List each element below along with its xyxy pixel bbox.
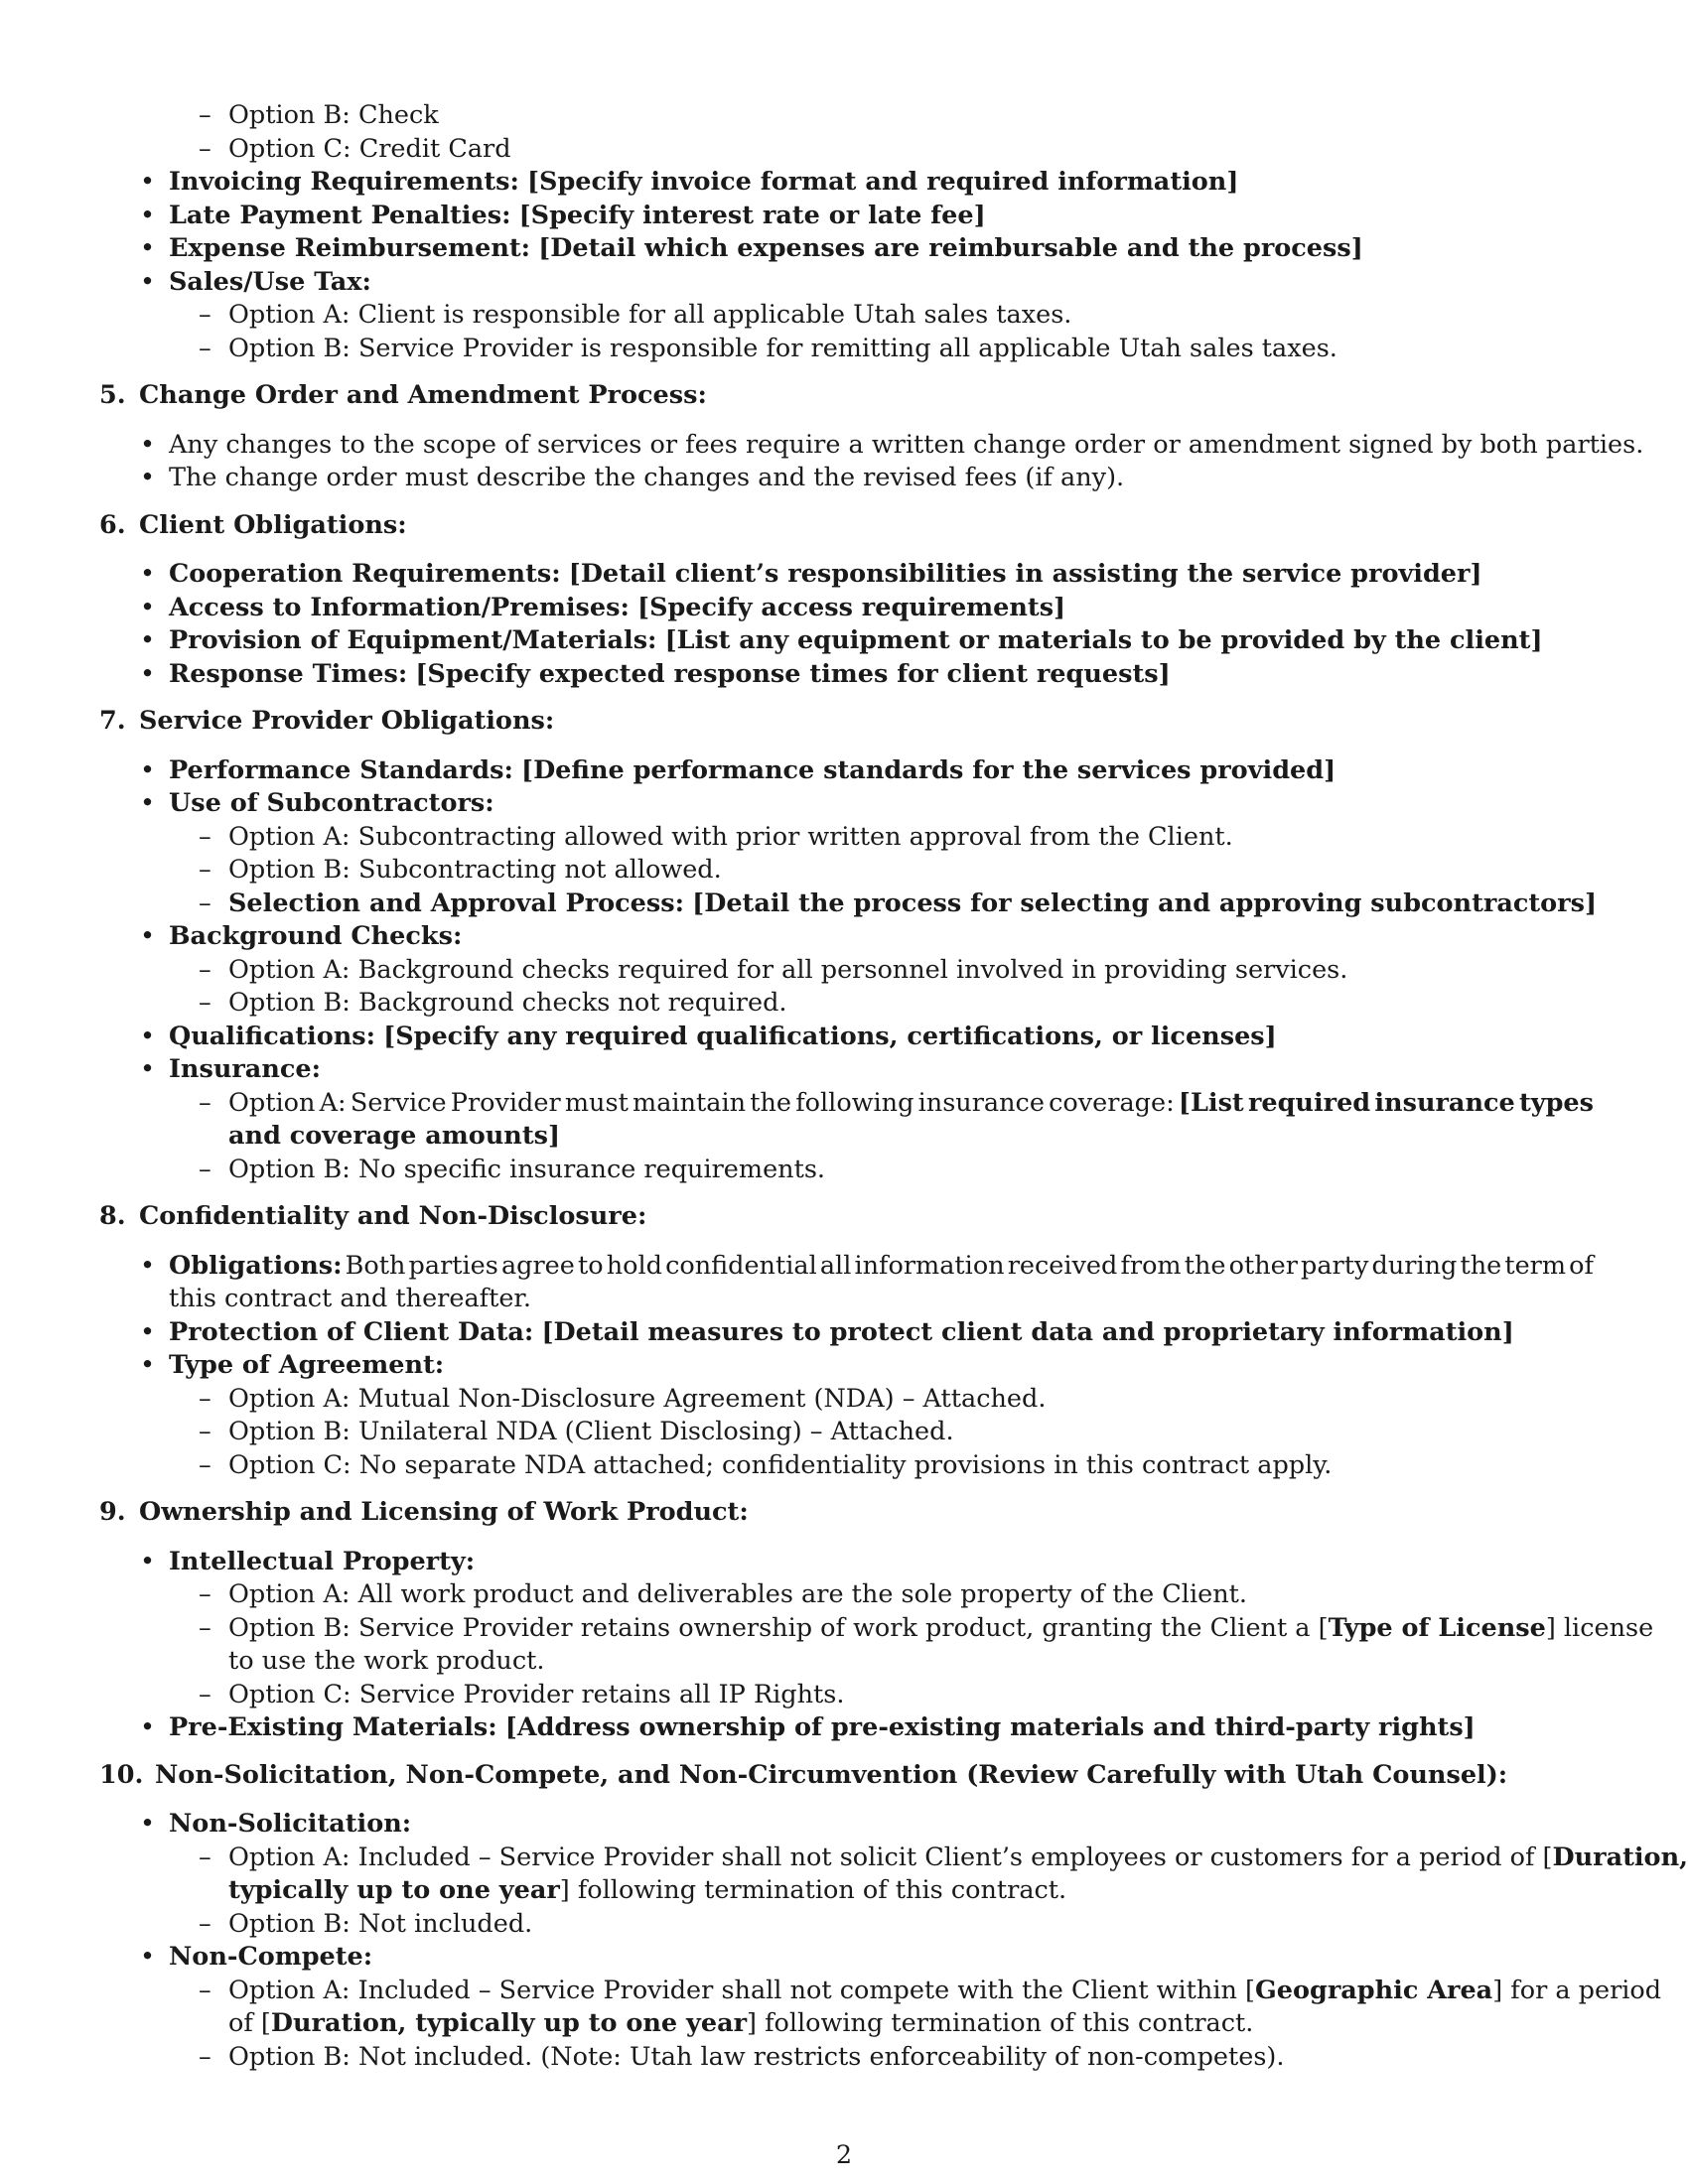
list-item: • Non-Compete: <box>140 1942 373 1972</box>
list-item: – Option A: All work product and deliverables are the sole property of the Client. <box>199 1579 1247 1609</box>
list-item: • Response Times: [Specify expected response times for client requests] <box>140 658 1171 689</box>
list-item: • Insurance: <box>140 1054 322 1084</box>
list-item: • Background Checks: <box>140 921 463 951</box>
list-item: – Option A: Included – Service Provider shall not solicit Client’s employees or customers for a period of [Duration, <box>199 1842 1688 1872</box>
list-item: • Late Payment Penalties: [Specify interest rate or late fee] <box>140 200 986 230</box>
list-item: – Option C: No separate NDA attached; confidentiality provisions in this contract apply. <box>199 1449 1333 1480</box>
section-heading: 6. Client Obligations: <box>99 509 407 540</box>
list-item-continuation: typically up to one year] following termination of this contract. <box>228 1875 1067 1905</box>
list-item: – Option A: Client is responsible for all applicable Utah sales taxes. <box>199 300 1072 330</box>
justified-line: Obligations: Both parties agree to hold confidential all information received from the other party during the term of <box>169 1250 1594 1281</box>
list-item: – Option B: Background checks not required. <box>199 988 787 1018</box>
page-number: 2 <box>835 2140 853 2170</box>
list-item: – Option B: Service Provider retains ownership of work product, granting the Client a [Type of License] license <box>199 1612 1654 1643</box>
list-item: • The change order must describe the changes and the revised fees (if any). <box>140 463 1125 492</box>
section-heading: 10. Non-Solicitation, Non-Compete, and Non-Circumvention (Review Carefully with Utah Counsel): <box>99 1759 1508 1790</box>
list-item: – Option B: Not included. (Note: Utah law restricts enforceability of non-competes). <box>199 2041 1285 2072</box>
list-item: • Use of Subcontractors: <box>140 788 494 818</box>
list-item-continuation: this contract and thereafter. <box>169 1284 531 1313</box>
list-item: – Option A: Subcontracting allowed with prior written approval from the Client. <box>199 821 1233 852</box>
section-heading: 9. Ownership and Licensing of Work Product: <box>99 1497 749 1527</box>
list-item: • Pre-Existing Materials: [Address ownership of pre-existing materials and third-party rights] <box>140 1712 1476 1742</box>
list-item: – Option B: Service Provider is responsible for remitting all applicable Utah sales taxes. <box>199 333 1337 363</box>
section-heading: 5. Change Order and Amendment Process: <box>99 380 707 410</box>
list-item: – Option B: Unilateral NDA (Client Disclosing) – Attached. <box>199 1417 954 1446</box>
list-item: – Option B: Subcontracting not allowed. <box>199 855 722 885</box>
list-item: • Sales/Use Tax: <box>140 266 371 297</box>
section-heading: 7. Service Provider Obligations: <box>99 706 555 736</box>
list-item: • Protection of Client Data: [Detail measures to protect client data and proprietary information] <box>140 1316 1514 1347</box>
list-item: – Option A: Background checks required for all personnel involved in providing services. <box>199 954 1348 985</box>
list-item: • Obligations: Both parties agree to hold confidential all information received from the other party during the term of <box>99 1250 1594 1284</box>
list-item: • Invoicing Requirements: [Specify invoice format and required information] <box>140 167 1239 197</box>
list-item: • Expense Reimbursement: [Detail which expenses are reimbursable and the process] <box>140 233 1363 263</box>
list-item: • Intellectual Property: <box>140 1546 476 1576</box>
list-item: • Type of Agreement: <box>140 1350 445 1380</box>
list-item: • Provision of Equipment/Materials: [List any equipment or materials to be provided by the client] <box>140 625 1543 655</box>
list-item-continuation: of [Duration, typically up to one year] following termination of this contract. <box>228 2008 1254 2038</box>
list-item-continuation: to use the work product. <box>228 1646 545 1676</box>
list-item: – Option C: Service Provider retains all IP Rights. <box>199 1679 845 1709</box>
list-item: – Option B: No specific insurance requirements. <box>199 1154 826 1184</box>
list-item: – Option A: Mutual Non-Disclosure Agreement (NDA) – Attached. <box>199 1383 1047 1414</box>
list-item: • Qualifications: [Specify any required qualifications, certifications, or licenses] <box>140 1021 1277 1051</box>
list-item: • Cooperation Requirements: [Detail client’s responsibilities in assisting the service provider] <box>140 559 1482 589</box>
section-heading: 8. Confidentiality and Non-Disclosure: <box>99 1201 647 1231</box>
list-item: • Performance Standards: [Define performance standards for the services provided] <box>140 754 1336 785</box>
justified-line: Option A: Service Provider must maintain the following insurance coverage: [List required insurance types <box>228 1087 1594 1118</box>
list-item: • Any changes to the scope of services or fees require a written change order or amendment signed by both parties. <box>140 429 1644 460</box>
list-item: – Option A: Service Provider must maintain the following insurance coverage: [List required insurance types <box>99 1087 1594 1121</box>
list-item-continuation: and coverage amounts] <box>228 1121 561 1151</box>
document-body <box>99 99 1688 2074</box>
list-item: – Option B: Check <box>199 100 439 130</box>
list-item: – Selection and Approval Process: [Detail the process for selecting and approving subcontractors] <box>199 887 1598 918</box>
list-item: • Non-Solicitation: <box>140 1809 412 1839</box>
list-item: – Option A: Included – Service Provider shall not compete with the Client within [Geographic Area] for a period <box>199 1975 1662 2005</box>
list-item: – Option C: Credit Card <box>199 133 511 164</box>
list-item: • Access to Information/Premises: [Specify access requirements] <box>140 592 1066 622</box>
list-item: – Option B: Not included. <box>199 1908 533 1939</box>
